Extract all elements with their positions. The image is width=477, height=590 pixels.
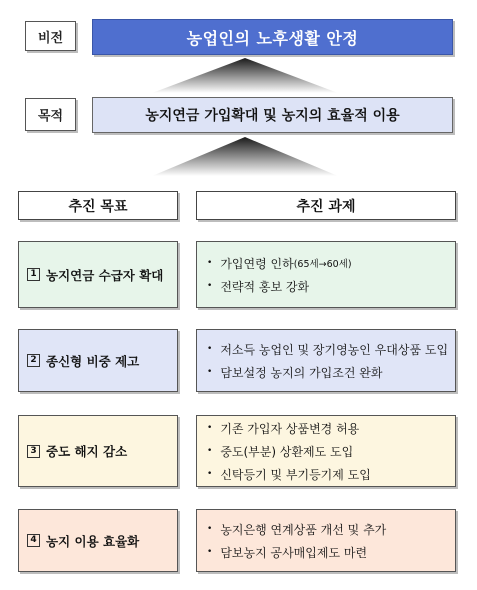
goals-header: 추진 목표 — [18, 191, 178, 220]
goal-4 — [18, 509, 178, 572]
task-text: 담보설정 농지의 가입조건 완화 — [220, 365, 383, 380]
goal-number: 3 — [27, 445, 40, 458]
purpose-label: 목적 — [25, 98, 76, 131]
task-item — [207, 440, 455, 463]
task-text: 신탁등기 및 부기등기제 도입 — [220, 467, 371, 482]
task-item — [207, 417, 455, 440]
task-item — [207, 463, 455, 486]
bullet-icon: • — [207, 258, 213, 268]
vision-box: 농업인의 노후생활 안정 — [92, 19, 453, 55]
bullet-icon: • — [207, 524, 213, 534]
goal-text: 농지연금 수급자 확대 — [46, 267, 164, 283]
task-text: 전략적 홍보 강화 — [220, 279, 310, 294]
goal-1 — [18, 241, 178, 308]
task-item — [207, 361, 455, 384]
tasks-1 — [196, 241, 456, 308]
goal-number: 2 — [27, 354, 40, 367]
task-text: 농지은행 연계상품 개선 및 추가 — [220, 522, 387, 537]
bullet-icon: • — [207, 281, 213, 291]
task-text: 가입연령 인하 — [220, 256, 294, 271]
task-text: 담보농지 공사매입제도 마련 — [220, 545, 368, 560]
tasks-2 — [196, 329, 456, 392]
bullet-icon: • — [207, 367, 213, 377]
up-arrow-1 — [150, 55, 340, 95]
task-item — [207, 338, 455, 361]
up-arrow-2 — [150, 134, 340, 178]
bullet-icon: • — [207, 344, 213, 354]
goal-number: 1 — [27, 268, 40, 281]
task-note: (65세→60세) — [293, 259, 352, 270]
goal-3 — [18, 415, 178, 487]
task-item — [207, 275, 455, 298]
bullet-icon: • — [207, 446, 213, 456]
task-item — [207, 541, 455, 564]
task-item — [207, 252, 455, 275]
goal-number: 4 — [27, 534, 40, 547]
task-text: 기존 가입자 상품변경 허용 — [220, 421, 360, 436]
task-item — [207, 518, 455, 541]
vision-label: 비전 — [25, 21, 76, 51]
task-text: 저소득 농업인 및 장기영농인 우대상품 도입 — [220, 342, 449, 357]
tasks-4 — [196, 509, 456, 572]
goal-text: 농지 이용 효율화 — [46, 533, 140, 549]
tasks-header: 추진 과제 — [196, 191, 456, 220]
bullet-icon: • — [207, 469, 213, 479]
purpose-box: 농지연금 가입확대 및 농지의 효율적 이용 — [92, 97, 453, 133]
task-text: 중도(부분) 상환제도 도입 — [220, 444, 354, 459]
goal-2 — [18, 329, 178, 392]
goal-text: 중도 해지 감소 — [46, 444, 128, 459]
goal-text: 종신형 비중 제고 — [46, 353, 140, 369]
bullet-icon: • — [207, 547, 213, 557]
tasks-3 — [196, 415, 456, 487]
bullet-icon: • — [207, 423, 213, 433]
